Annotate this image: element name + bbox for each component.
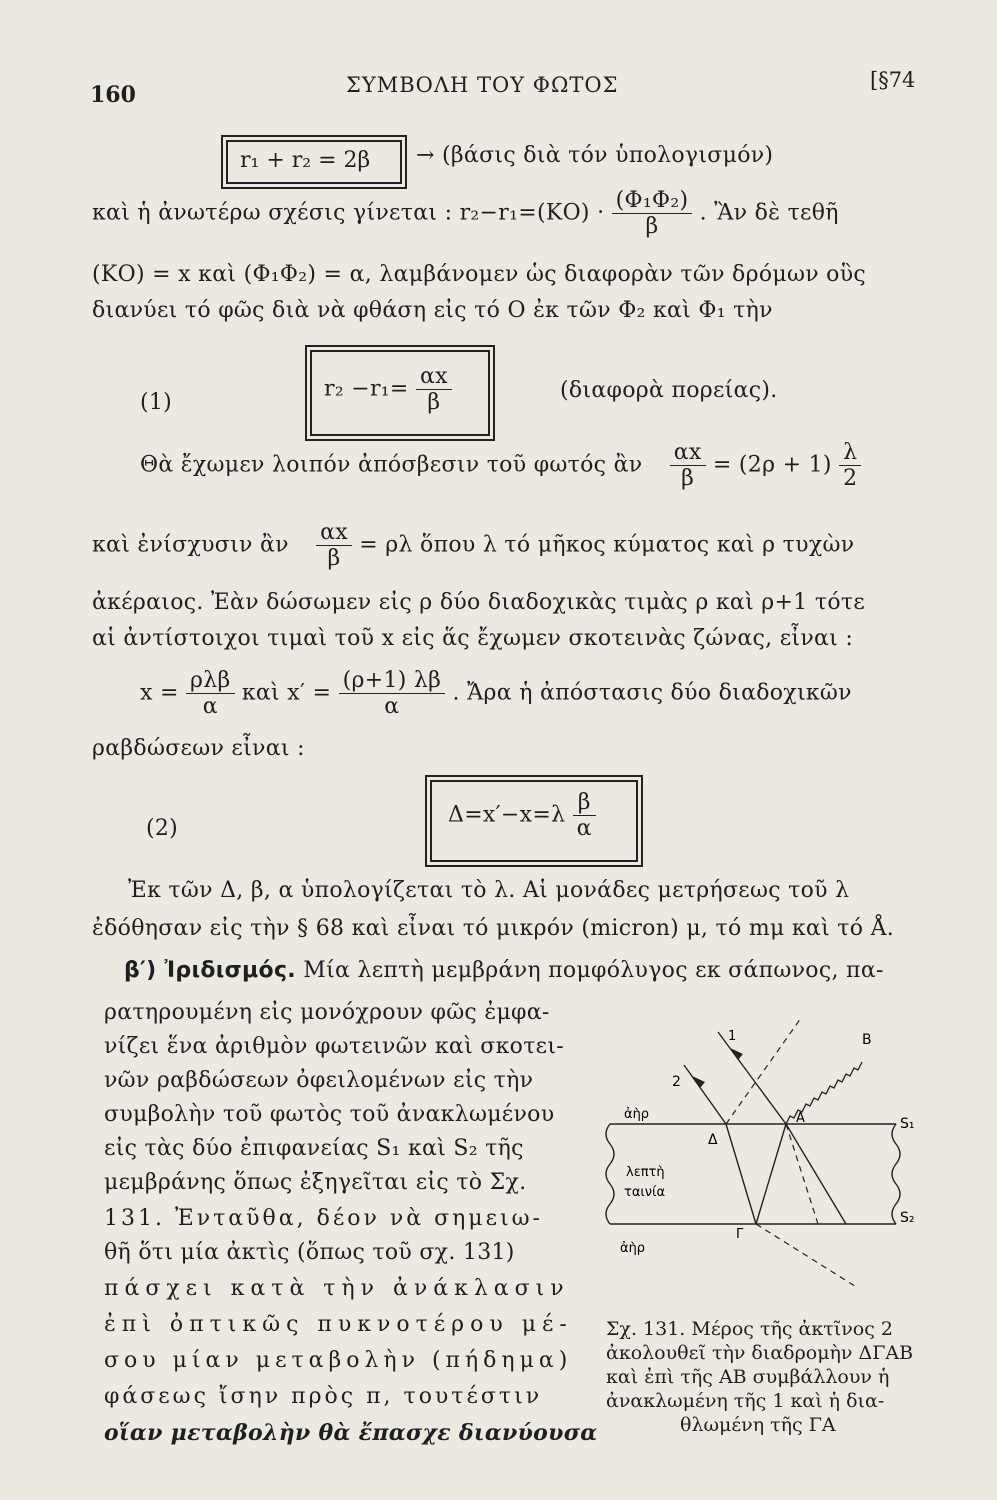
eq2-den: α xyxy=(573,815,596,841)
eq-x-num: ρλβ xyxy=(190,668,231,693)
para5-line-4: εἰς τὰς δύο ἐπιφανείας S₁ καὶ S₂ τῆς xyxy=(104,1136,524,1161)
eq-x-line2: ραβδώσεων εἶναι : xyxy=(92,736,305,761)
label-film-2: ταινία xyxy=(624,1185,666,1200)
eq1-den: β xyxy=(416,389,452,415)
para1-line3: διανύει τό φῶς διὰ νὰ φθάση εἰς τό Ο ἐκ τῶν Φ₂ καὶ Φ₁ τὴν xyxy=(92,298,773,323)
para3-text: καὶ ἐνίσχυσιν ἂν xyxy=(92,532,289,558)
fraction-phi-den: β xyxy=(612,213,693,239)
dashed-a-down xyxy=(786,1124,818,1224)
eq-x2-den: α xyxy=(339,693,446,719)
para2-lambda-num: λ xyxy=(843,440,858,465)
para1-line1-tail: . Ἂν δὲ τεθῆ xyxy=(699,200,839,226)
eq-x2-fraction xyxy=(339,668,446,719)
ray-2-incident xyxy=(684,1065,726,1124)
para5-line-10: σου μίαν μεταβολὴν (πήδημα) xyxy=(104,1348,573,1373)
ray-delta-gamma xyxy=(726,1124,756,1224)
para2-line xyxy=(140,440,861,491)
eq2-lhs: Δ=x′−x=λ xyxy=(448,802,566,828)
equation-sum: r₁ + r₂ = 2β xyxy=(240,148,371,173)
fraction-phi xyxy=(612,188,693,239)
label-s1: S₁ xyxy=(900,1116,915,1132)
section-reference: [§74 xyxy=(870,68,916,92)
para5-line-11: φάσεως ἴσην πρὸς π, τουτέστιν xyxy=(104,1384,543,1409)
eq2-num: β xyxy=(577,790,591,815)
eq1-num: αx xyxy=(419,364,448,389)
eq-x-tail: . Ἄρα ἡ ἀπόστασις δύο διαδοχικῶν xyxy=(452,680,852,706)
eq1-fraction xyxy=(416,364,452,415)
para3-frac-den: β xyxy=(316,545,352,571)
figure-caption-line-3: ἀνακλωμένη τῆς 1 καὶ ἡ δια- xyxy=(606,1390,885,1412)
para5-line1-rest: Μία λεπτὴ μεμβράνη πομφόλυγος εκ σάπωνος, πα- xyxy=(303,958,884,983)
eq2-fraction xyxy=(573,790,596,841)
ray-gamma-a xyxy=(756,1124,786,1224)
label-ray-2: 2 xyxy=(672,1074,681,1090)
para2-lambda-den: 2 xyxy=(839,465,861,491)
label-air-top: ἀὴρ xyxy=(624,1107,650,1122)
figure-131-diagram xyxy=(596,1000,936,1290)
ray-1-refracted xyxy=(786,1124,846,1224)
eq2-content xyxy=(448,790,596,841)
film-right-edge xyxy=(892,1124,900,1224)
para4-line1: Ἐκ τῶν Δ, β, α ὑπολογίζεται τὸ λ. Αἱ μονάδες μετρήσεως τοῦ λ xyxy=(128,878,850,903)
eq-x-fraction xyxy=(186,668,235,719)
para5-line1 xyxy=(124,958,884,983)
figure-caption-line-0: Σχ. 131. Μέρος τῆς ἀκτῖνος 2 xyxy=(606,1318,893,1340)
para2-frac-den: β xyxy=(670,465,706,491)
para3-tail: = ρλ ὅπου λ τό μῆκος κύματος καὶ ρ τυχὼν xyxy=(359,532,855,558)
para5-line-2: νῶν ραβδώσεων ὀφειλομένων εἰς τὴν xyxy=(104,1068,534,1093)
para5-line-9: ἐπὶ ὀπτικῶς πυκνοτέρου μέ- xyxy=(104,1312,573,1337)
eq-x2-num: (ρ+1) λβ xyxy=(342,668,442,693)
label-ray-1: 1 xyxy=(728,1029,737,1044)
eq1-label: (1) xyxy=(140,390,173,415)
label-b: B xyxy=(862,1032,872,1048)
label-delta: Δ xyxy=(708,1132,718,1148)
boxed-equation-1 xyxy=(310,350,490,436)
dashed-gamma-down xyxy=(756,1224,858,1288)
para2-lambda-fraction xyxy=(839,440,861,491)
para3-frac-num: αx xyxy=(320,520,348,545)
para5-line-8: πάσχει κατὰ τὴν ἀνάκλασιν xyxy=(104,1276,570,1301)
equation-sum-note: → (βάσις διὰ τόν ὑπολογισμόν) xyxy=(416,143,774,168)
boxed-equation-2 xyxy=(430,780,638,862)
boxed-equation-sum xyxy=(226,140,402,184)
ray-1-incident xyxy=(718,1032,786,1124)
para3-line1 xyxy=(92,520,854,571)
para2-text: Θὰ ἔχωμεν λοιπόν ἀπόσβεσιν τοῦ φωτός ἂν xyxy=(140,452,643,478)
para5-last-line: οἵαν μεταβολὴν θὰ ἔπασχε διανύουσα xyxy=(104,1420,598,1446)
label-film-1: λεπτὴ xyxy=(626,1165,665,1180)
para5-line-6: 131. Ἐνταῦθα, δέον νὰ σημειω- xyxy=(104,1206,543,1231)
para1-line1 xyxy=(92,188,839,239)
para5-lead: β′) Ἰριδισμός. xyxy=(124,958,296,983)
para5-line-0: ρατηρουμένη εἰς μονόχρουν φῶς ἐμφα- xyxy=(104,1000,550,1025)
para2-frac-num: αx xyxy=(673,440,702,465)
para2-fraction xyxy=(670,440,706,491)
eq-x-den: α xyxy=(186,693,235,719)
page-number: 160 xyxy=(90,82,136,108)
figure-caption-line-4: θλωμένη τῆς ΓΑ xyxy=(680,1414,836,1436)
eq-x-mid: καὶ x′ = xyxy=(241,680,332,706)
eq-x-line xyxy=(140,668,852,719)
para3-fraction xyxy=(316,520,352,571)
para4-line2: ἐδόθησαν εἰς τὴν § 68 καὶ εἶναι τό μικρόν (micron) μ, τό mμ καὶ τό Å. xyxy=(92,916,895,941)
film-left-edge xyxy=(606,1124,614,1224)
eq-x-lhs: x = xyxy=(140,680,179,706)
para5-line-5: μεμβράνης ὅπως ἐξηγεῖται εἰς τὸ Σχ. xyxy=(104,1170,527,1195)
para2-mid: = (2ρ + 1) xyxy=(712,452,832,478)
label-gamma: Γ xyxy=(736,1227,744,1242)
fraction-phi-num: (Φ₁Φ₂) xyxy=(615,188,689,213)
dashed-reflected-delta xyxy=(726,1018,801,1124)
figure-caption-line-2: καὶ ἐπὶ τῆς ΑΒ συμβάλλουν ἡ xyxy=(606,1366,890,1388)
figure-caption-line-1: ἀκολουθεῖ τὴν διαδρομὴν ΔΓΑΒ xyxy=(606,1342,914,1364)
label-air-bottom: ἀὴρ xyxy=(620,1241,646,1256)
eq1-note: (διαφορὰ πορείας). xyxy=(560,378,778,403)
para5-line-1: νίζει ἕνα ἀριθμὸν φωτεινῶν καὶ σκοτει- xyxy=(104,1034,565,1059)
eq1-lhs: r₂ −r₁= xyxy=(324,376,409,402)
eq2-label: (2) xyxy=(146,816,179,841)
para3-line3: αἱ ἀντίστοιχοι τιμαὶ τοῦ x εἰς ἅς ἔχωμεν σκοτεινὰς ζώνας, εἶναι : xyxy=(92,626,854,651)
para5-line-7: θῆ ὅτι μία ἀκτὶς (ὅπως τοῦ σχ. 131) xyxy=(104,1240,515,1265)
para3-line2: ἀκέραιος. Ἐὰν δώσωμεν εἰς ρ δύο διαδοχικὰς τιμὰς ρ καὶ ρ+1 τότε xyxy=(92,590,866,615)
para5-line-3: συμβολὴν τοῦ φωτὸς τοῦ ἀνακλωμένου xyxy=(104,1102,555,1127)
para1-line1-text: καὶ ἡ ἀνωτέρω σχέσις γίνεται : r₂−r₁=(ΚΟ) · xyxy=(92,200,605,226)
eq1-content xyxy=(324,364,452,415)
label-a: A xyxy=(796,1111,805,1126)
running-title: ΣΥΜΒΟΛΗ ΤΟΥ ΦΩΤΟΣ xyxy=(346,73,619,97)
label-s2: S₂ xyxy=(900,1210,915,1226)
para1-line2: (ΚΟ) = x καὶ (Φ₁Φ₂) = α, λαμβάνομεν ὡς διαφορὰν τῶν δρόμων οὓς xyxy=(92,262,867,287)
